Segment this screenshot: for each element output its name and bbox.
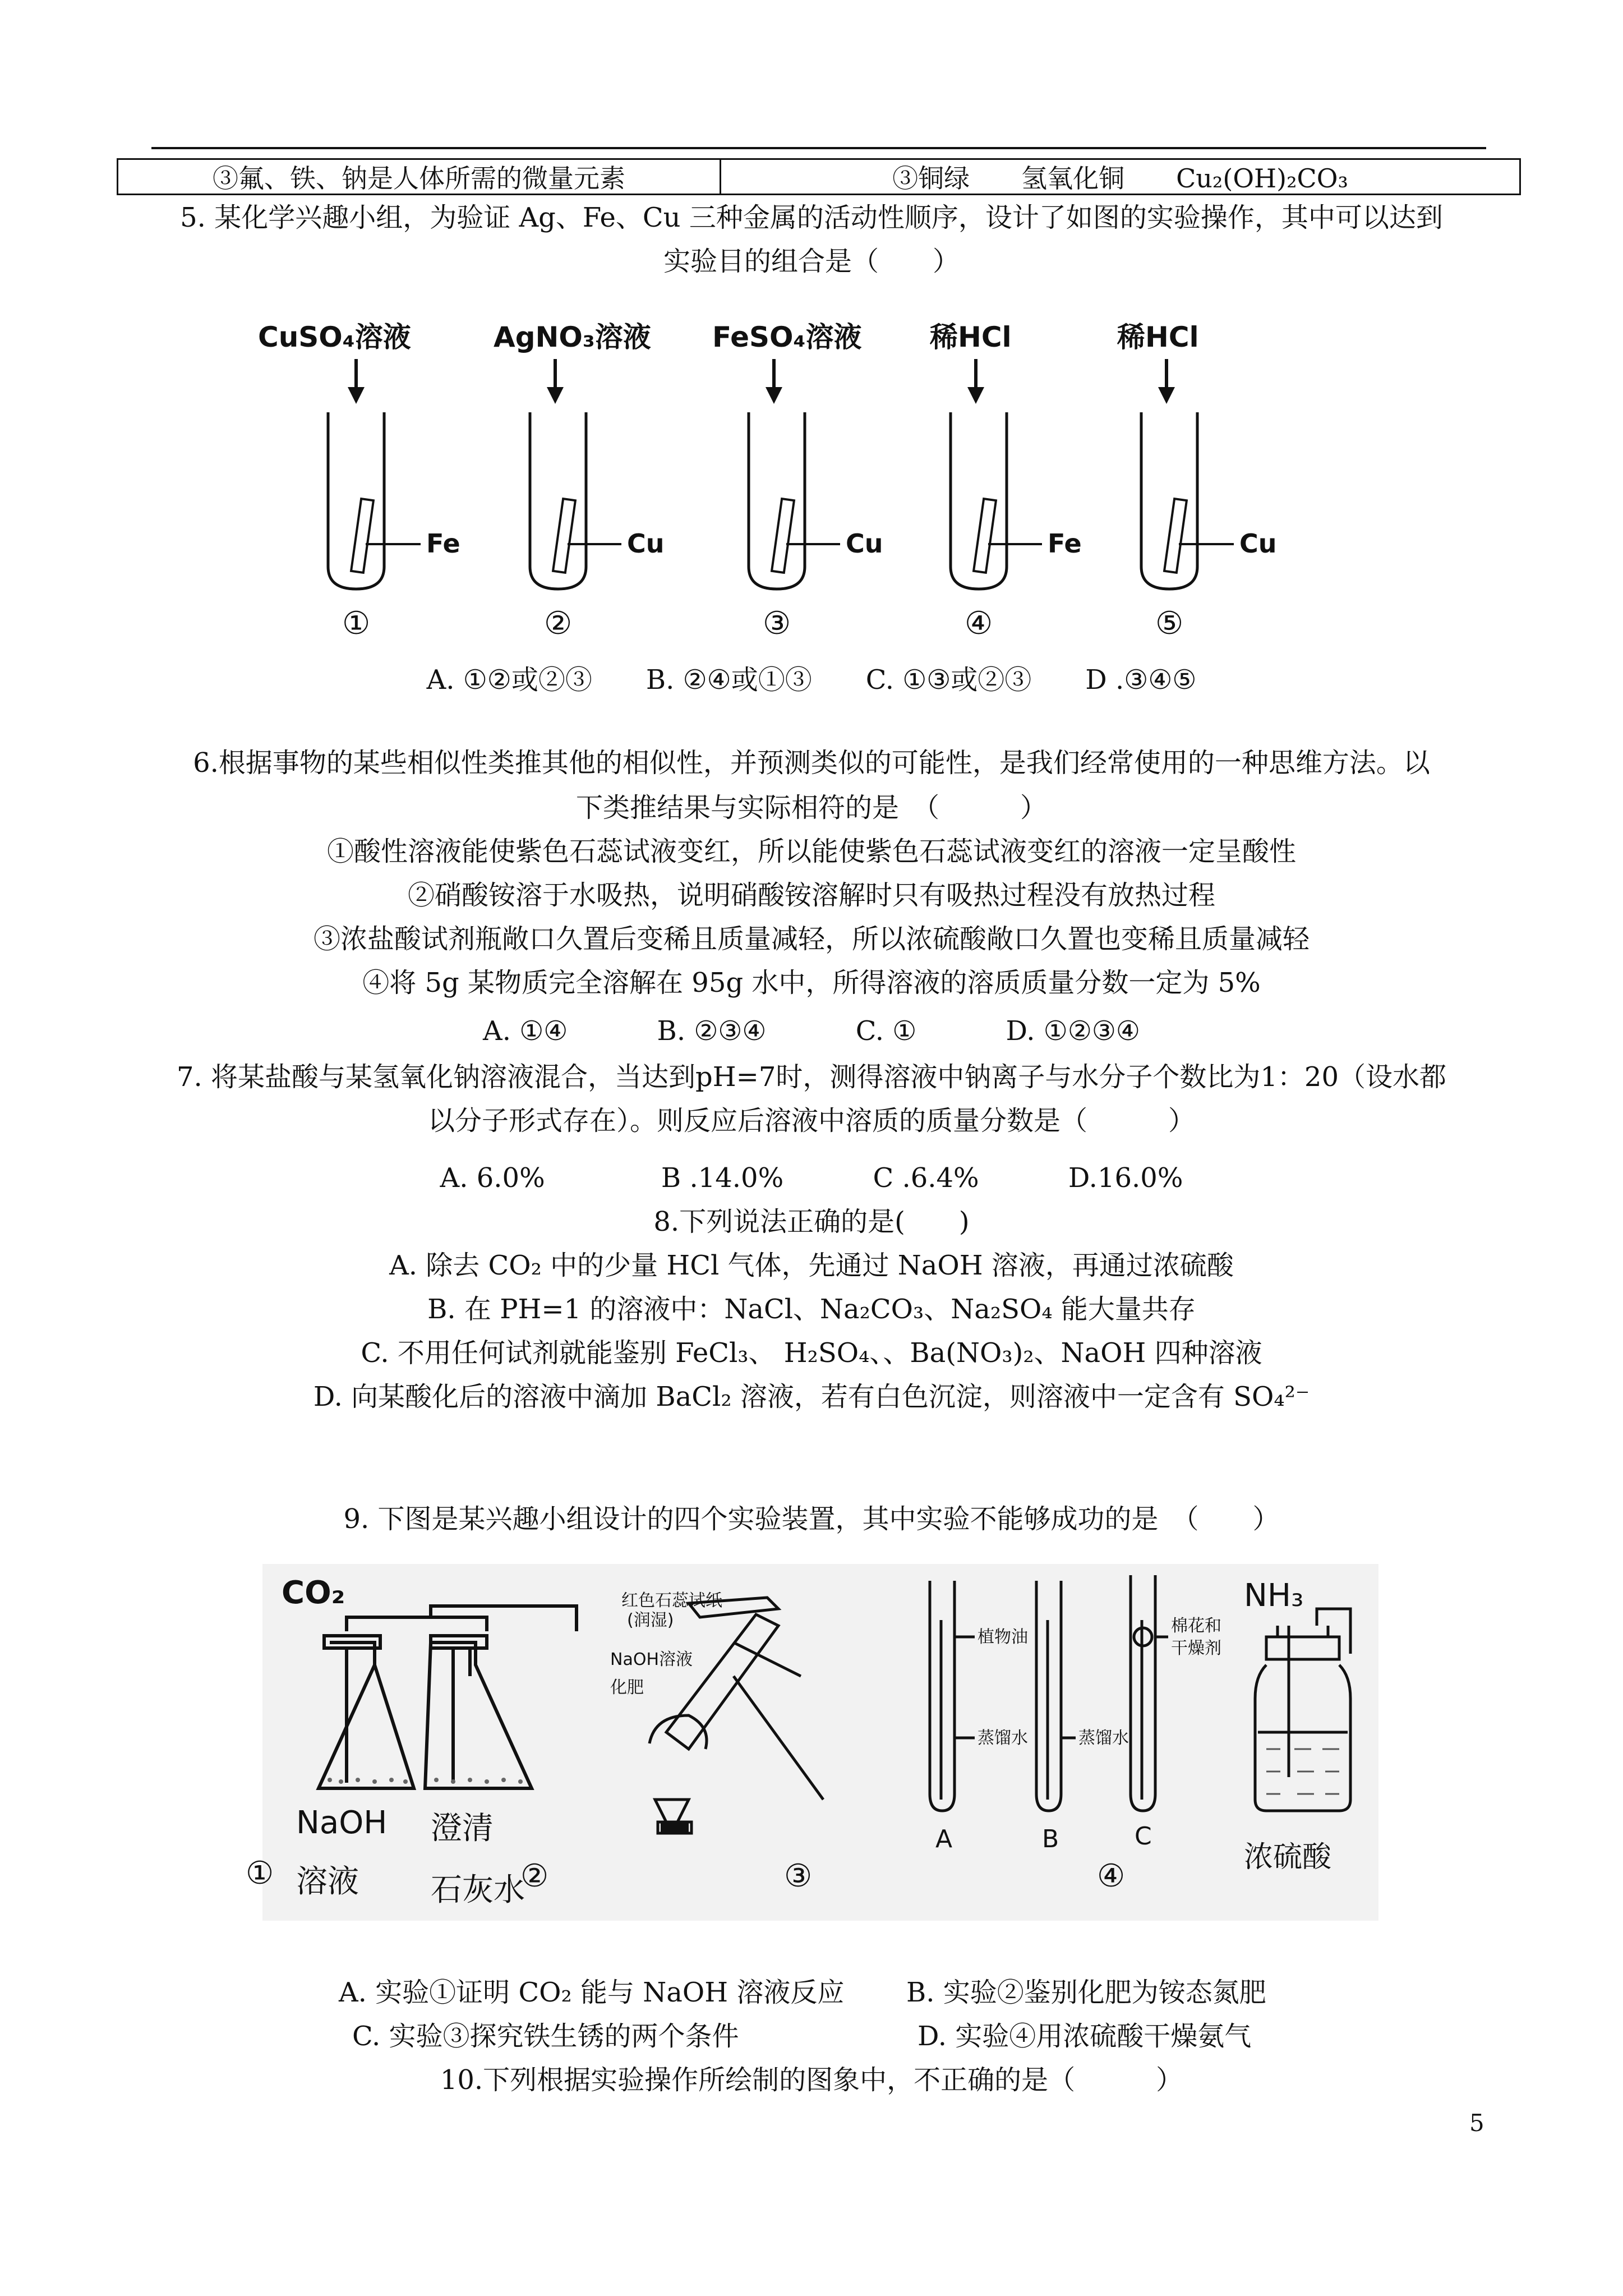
tube-c-label: C [1135,1822,1152,1851]
limewater-label-1: 澄清 [431,1810,494,1847]
tube-a-label: A [935,1825,953,1853]
tube-3-metal: Cu [846,528,883,559]
tube-2-reagent: AgNO₃溶液 [494,321,651,353]
q5-line1: 5. 某化学兴趣小组，为验证 Ag、Fe、Cu 三种金属的活动性顺序，设计了如图的实验操作，其中可以达到 [180,202,1443,233]
q6-line1: 6.根据事物的某些相似性类推其他的相似性，并预测类似的可能性，是我们经常使用的一种思维方法。以 [193,747,1430,779]
litmus-label-2: (润湿) [627,1611,674,1630]
q6-statement-4: ④将 5g 某物质完全溶解在 95g 水中，所得溶液的溶质质量分数一定为 5% [362,967,1261,999]
cotton-label-2: 干燥剂 [1171,1639,1221,1658]
tube-1 [258,321,460,642]
q8-option-d: D. 向某酸化后的溶液中滴加 BaCl₂ 溶液，若有白色沉淀，则溶液中一定含有 SO₄²⁻ [313,1381,1310,1412]
sulfuric-acid-label: 浓硫酸 [1244,1841,1332,1874]
apparatus-4-number: ④ [1097,1858,1126,1894]
tube-3-reagent: FeSO₄溶液 [712,321,862,353]
header-table-right: ③铜绿 氢氧化铜 Cu₂(OH)₂CO₃ [720,160,1519,194]
header-table-left: ③氟、铁、钠是人体所需的微量元素 [213,163,625,194]
q10-title: 10.下列根据实验操作所绘制的图象中，不正确的是（ ） [440,2064,1183,2096]
fertilizer-label: 化肥 [610,1678,644,1697]
water-label-2: 蒸馏水 [1078,1728,1129,1748]
tube-5-metal: Cu [1239,528,1277,559]
q6-statement-2: ②硝酸铵溶于水吸热，说明硝酸铵溶解时只有吸热过程没有放热过程 [407,880,1215,911]
tube-2-number: ② [544,605,573,642]
naoh-label-2: 溶液 [296,1864,359,1900]
tube-3-number: ③ [763,605,791,642]
q7-options: A. 6.0% B .14.0% C .6.4% D.16.0% [440,1162,1183,1194]
header-table [117,158,1521,195]
co2-label: CO₂ [282,1575,345,1611]
q7-line1: 7. 将某盐酸与某氢氧化钠溶液混合，当达到pH=7时，测得溶液中钠离子与水分子个数比为1：20（设水都 [176,1061,1447,1093]
q9-title: 9. 下图是某兴趣小组设计的四个实验装置，其中实验不能够成功的是 （ ） [343,1503,1280,1535]
tube-5 [1117,321,1277,642]
naoh-label: NaOH [296,1805,388,1841]
apparatus-3-number: ③ [784,1858,813,1894]
tube-2 [494,321,665,642]
oil-label: 植物油 [978,1627,1028,1647]
q7-line2: 以分子形式存在）。则反应后溶液中溶质的质量分数是（ ） [427,1105,1195,1137]
q8-option-a: A. 除去 CO₂ 中的少量 HCl 气体，先通过 NaOH 溶液，再通过浓硫酸 [389,1250,1234,1281]
tube-4 [929,321,1082,642]
q5-line2: 实验目的组合是（ ） [663,246,960,277]
tube-1-number: ① [342,605,371,642]
q9-apparatus-figure [246,1564,1378,1921]
apparatus-1-number: ① [246,1855,274,1892]
naoh-solution-label: NaOH溶液 [610,1650,693,1669]
q6-options: A. ①④ B. ②③④ C. ① D. ①②③④ [483,1015,1140,1047]
q6-line2: 下类推结果与实际相符的是 （ ） [575,792,1047,823]
page-number: 5 [1469,2109,1484,2137]
litmus-label-1: 红色石蕊试纸 [621,1591,722,1611]
tube-b-label: B [1042,1825,1059,1853]
limewater-label-2: 石灰水 [431,1872,525,1908]
tube-4-reagent: 稀HCl [930,321,1012,353]
tube-1-reagent: CuSO₄溶液 [258,321,411,353]
q9-option-a: A. 实验①证明 CO₂ 能与 NaOH 溶液反应 [339,1977,845,2008]
q9-option-c: C. 实验③探究铁生锈的两个条件 [352,2021,739,2052]
q8-option-c: C. 不用任何试剂就能鉴别 FeCl₃、 H₂SO₄、、Ba(NO₃)₂、NaOH 四种溶液 [361,1337,1262,1369]
water-label-1: 蒸馏水 [978,1728,1028,1748]
q8-option-b: B. 在 PH=1 的溶液中：NaCl、Na₂CO₃、Na₂SO₄ 能大量共存 [427,1294,1196,1325]
q9-option-b: B. 实验②鉴别化肥为铵态氮肥 [906,1977,1266,2008]
tube-2-metal: Cu [627,528,665,559]
tube-4-metal: Fe [1048,528,1082,559]
q6-statement-1: ①酸性溶液能使紫色石蕊试液变红，所以能使紫色石蕊试液变红的溶液一定呈酸性 [326,836,1296,867]
tube-4-number: ④ [965,605,993,642]
tube-5-number: ⑤ [1155,605,1184,642]
header-rule [151,147,1486,149]
q6-statement-3: ③浓盐酸试剂瓶敞口久置后变稀且质量减轻，所以浓硫酸敞口久置也变稀且质量减轻 [313,923,1310,955]
tube-3 [712,321,883,642]
q5-test-tubes-figure [247,314,1324,645]
tube-5-reagent: 稀HCl [1117,321,1199,353]
nh3-label: NH₃ [1244,1577,1304,1614]
q8-title: 8.下列说法正确的是( ) [653,1206,970,1237]
cotton-label-1: 棉花和 [1171,1616,1221,1636]
tube-1-metal: Fe [426,528,460,559]
q9-option-d: D. 实验④用浓硫酸干燥氨气 [917,2021,1252,2052]
apparatus-2-number: ② [520,1858,549,1894]
q5-options: A. ①②或②③ B. ②④或①③ C. ①③或②③ D .③④⑤ [426,664,1197,696]
